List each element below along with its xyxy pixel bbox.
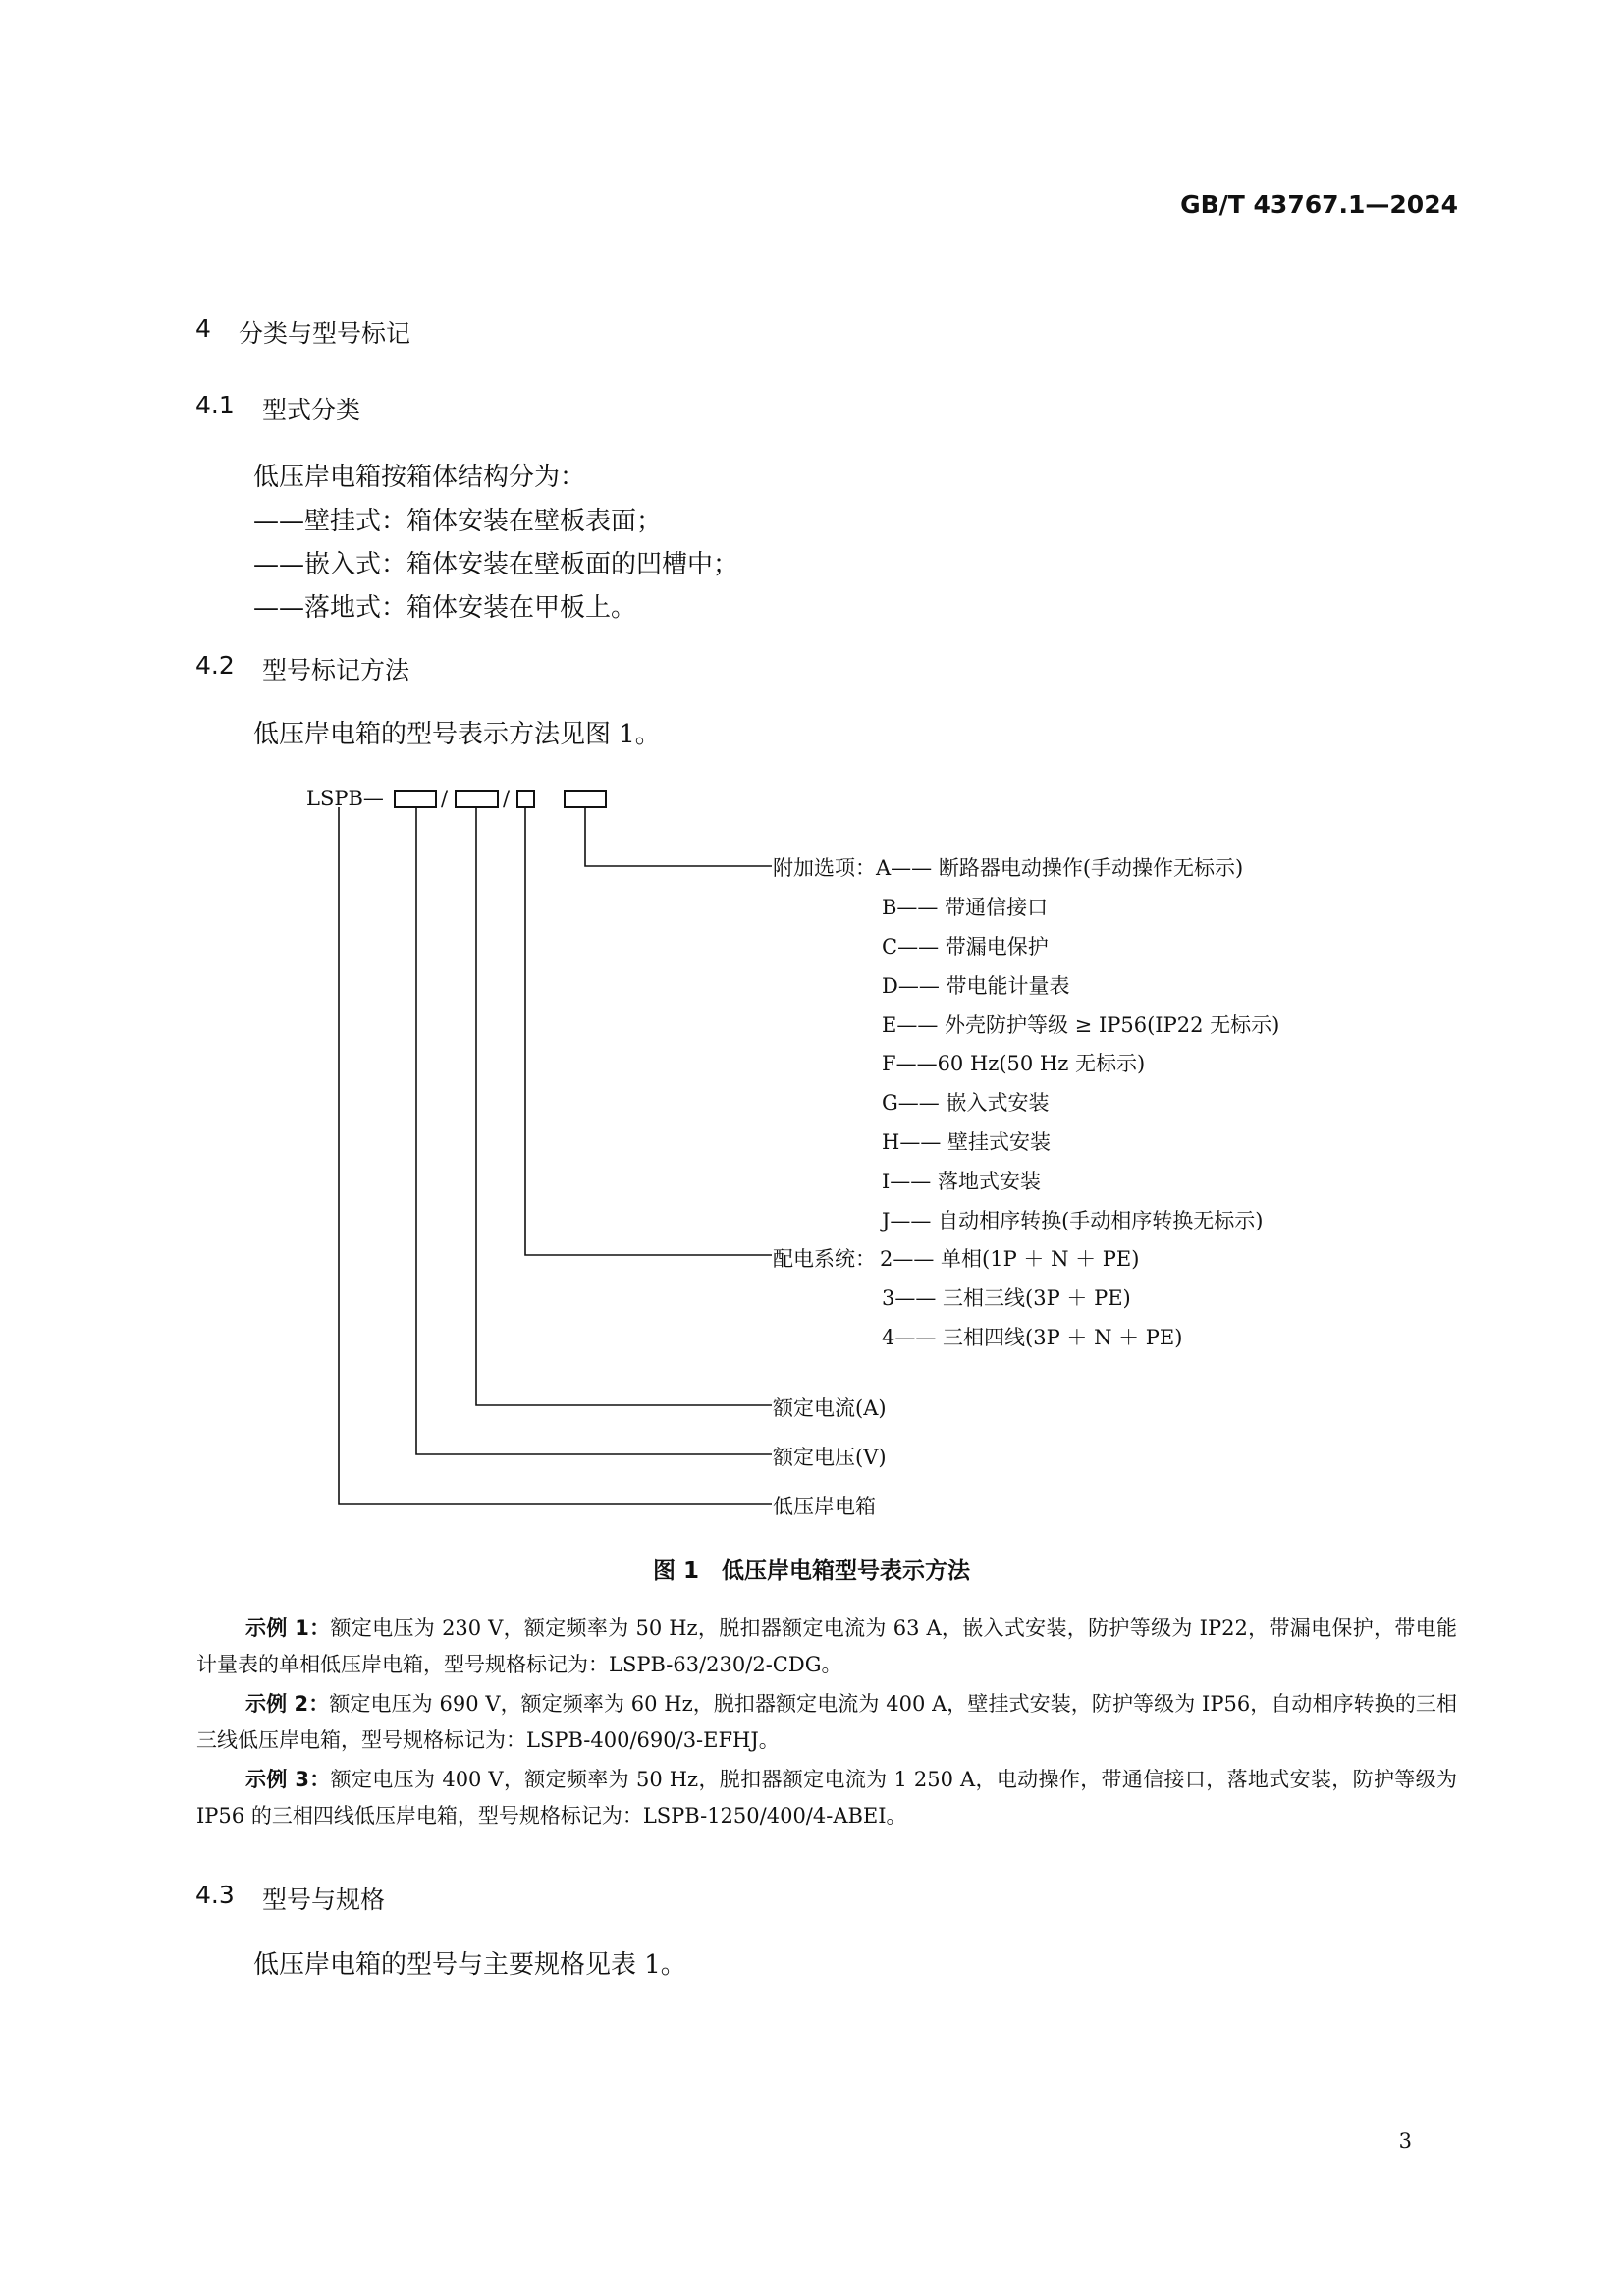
placeholder-box-current bbox=[395, 791, 436, 807]
section-4-1-title: 型式分类 bbox=[262, 396, 361, 424]
section-4-3-number: 4.3 bbox=[195, 1881, 235, 1909]
option-item: J—— 自动相序转换(手动相序转换无标示) bbox=[882, 1209, 1264, 1232]
placeholder-box-voltage bbox=[456, 791, 498, 807]
page-number: 3 bbox=[1398, 2129, 1412, 2153]
section-4-3-text: 低压岸电箱的型号与主要规格见表 1。 bbox=[253, 1950, 686, 1980]
example-paragraph bbox=[196, 1762, 1457, 1834]
figure-caption: 图 1 低压岸电箱型号表示方法 bbox=[652, 1558, 970, 1584]
example-label: 示例 3： bbox=[245, 1768, 331, 1791]
section-4-2-number: 4.2 bbox=[195, 651, 235, 680]
option-item: H—— 壁挂式安装 bbox=[882, 1130, 1051, 1154]
option-item: I—— 落地式安装 bbox=[882, 1170, 1041, 1193]
system-label: 配电系统： bbox=[773, 1247, 876, 1271]
rated-voltage-label: 额定电压(V) bbox=[773, 1446, 887, 1469]
type-item: ——嵌入式：箱体安装在壁板面的凹槽中； bbox=[253, 550, 739, 579]
option-item: F——60 Hz(50 Hz 无标示) bbox=[882, 1052, 1146, 1075]
example-text: 额定电压为 230 V，额定频率为 50 Hz，脱扣器额定电流为 63 A，嵌入式安装，防护等级为 IP22，带漏电保护，带电能计量表的单相低压岸电箱，型号规格标记为：LSPB-63/230/2-CDG。 bbox=[196, 1616, 1457, 1676]
placeholder-box-options bbox=[565, 791, 606, 807]
section-4-1-intro: 低压岸电箱按箱体结构分为： bbox=[253, 463, 586, 492]
section-4-3-title: 型号与规格 bbox=[262, 1886, 386, 1914]
option-item: E—— 外壳防护等级 ≥ IP56(IP22 无标示) bbox=[882, 1013, 1280, 1037]
option-item: C—— 带漏电保护 bbox=[882, 935, 1049, 958]
example-label: 示例 2： bbox=[245, 1692, 330, 1716]
system-item: 3—— 三相三线(3P ＋ PE) bbox=[882, 1286, 1131, 1310]
system-item: 4—— 三相四线(3P ＋ N ＋ PE) bbox=[882, 1326, 1183, 1349]
voltage-leader bbox=[416, 807, 772, 1454]
separator: / bbox=[503, 787, 511, 810]
example-paragraph bbox=[196, 1611, 1457, 1683]
current-leader bbox=[476, 807, 772, 1405]
options-label: 附加选项： bbox=[773, 856, 876, 880]
option-item: D—— 带电能计量表 bbox=[882, 974, 1070, 998]
rated-current-label: 额定电流(A) bbox=[773, 1396, 887, 1420]
shore-box-label: 低压岸电箱 bbox=[773, 1495, 876, 1518]
standard-number: GB/T 43767.1—2024 bbox=[1180, 191, 1458, 219]
example-text: 额定电压为 400 V，额定频率为 50 Hz，脱扣器额定电流为 1 250 A，电动操作，带通信接口，落地式安装，防护等级为 IP56 的三相四线低压岸电箱，型号规格标记为：LSPB-1250/400/4-ABEI。 bbox=[196, 1768, 1457, 1828]
section-4-number: 4 bbox=[195, 314, 211, 343]
placeholder-box-system bbox=[517, 791, 534, 807]
section-4-title: 分类与型号标记 bbox=[239, 319, 411, 348]
section-4-2-text: 低压岸电箱的型号表示方法见图 1。 bbox=[253, 720, 661, 749]
option-item: G—— 嵌入式安装 bbox=[882, 1091, 1050, 1115]
model-prefix: LSPB— bbox=[306, 787, 384, 810]
box-leader bbox=[339, 807, 772, 1504]
option-item: A—— 断路器电动操作(手动操作无标示) bbox=[876, 856, 1244, 880]
example-text: 额定电压为 690 V，额定频率为 60 Hz，脱扣器额定电流为 400 A，壁挂式安装，防护等级为 IP56，自动相序转换的三相三线低压岸电箱，型号规格标记为：LSPB-400/690/3-EFHJ。 bbox=[196, 1692, 1457, 1752]
separator: / bbox=[441, 787, 449, 810]
type-item: ——落地式：箱体安装在甲板上。 bbox=[253, 593, 637, 623]
options-leader bbox=[585, 807, 772, 866]
system-leader bbox=[525, 807, 772, 1255]
section-4-2-title: 型号标记方法 bbox=[262, 656, 410, 684]
type-item: ——壁挂式：箱体安装在壁板表面； bbox=[253, 507, 663, 536]
option-item: B—— 带通信接口 bbox=[882, 896, 1049, 919]
section-4-1-number: 4.1 bbox=[195, 391, 235, 419]
example-label: 示例 1： bbox=[245, 1616, 331, 1640]
example-paragraph bbox=[196, 1686, 1457, 1759]
system-item: 2—— 单相(1P ＋ N ＋ PE) bbox=[880, 1247, 1140, 1271]
